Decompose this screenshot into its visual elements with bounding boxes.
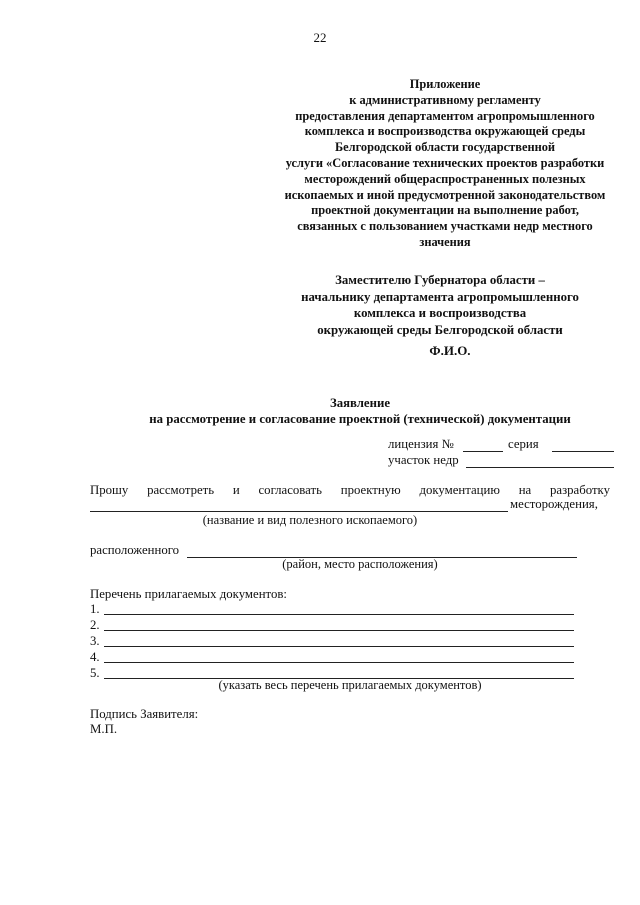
addressee-line: Заместителю Губернатора области –	[335, 273, 545, 287]
appendix-line: связанных с пользованием участками недр местного	[297, 219, 593, 234]
statement-title: Заявление	[329, 396, 391, 410]
deposit-word: месторождения,	[510, 497, 598, 511]
appendix-line: Приложение	[409, 77, 481, 91]
document-number: 1.	[90, 602, 100, 616]
subsoil-label: участок недр	[388, 453, 459, 467]
document-number: 2.	[90, 618, 100, 632]
document-field-1[interactable]	[104, 614, 574, 615]
appendix-line: месторождений общераспространенных полезных	[304, 171, 586, 186]
appendix-line: проектной документации на выполнение работ,	[311, 203, 579, 218]
page-number: 22	[313, 30, 327, 45]
appendix-line: Белгородской области государственной	[334, 140, 556, 155]
series-field[interactable]	[552, 451, 614, 452]
request-word: на	[518, 483, 532, 497]
request-word: и	[232, 483, 240, 497]
series-label: серия	[508, 437, 539, 451]
location-caption: (район, место расположения)	[282, 557, 438, 571]
addressee-fio: Ф.И.О.	[429, 343, 471, 358]
documents-caption: (указать весь перечень прилагаемых документов)	[218, 678, 482, 692]
document-field-4[interactable]	[104, 662, 574, 663]
document-field-3[interactable]	[104, 646, 574, 647]
addressee-line: начальнику департамента агропромышленного	[301, 289, 579, 304]
request-word: Прошу	[90, 483, 129, 497]
request-word: проектную	[340, 483, 401, 497]
appendix-line: комплекса и воспроизводства окружающей среды	[304, 124, 586, 139]
addressee-line: окружающей среды Белгородской области	[317, 322, 563, 337]
addressee-line: комплекса и воспроизводства	[353, 306, 527, 320]
appendix-line: предоставления департаментом агропромышленного	[295, 108, 595, 123]
statement-subtitle: на рассмотрение и согласование проектной (технической) документации	[149, 412, 571, 426]
statement-title-block	[100, 395, 620, 427]
request-word: согласовать	[258, 483, 322, 497]
license-label: лицензия №	[388, 437, 454, 451]
located-label: расположенного	[90, 543, 180, 557]
addressee-block	[230, 272, 640, 338]
request-word: документацию	[419, 483, 500, 497]
mineral-caption: (название и вид полезного ископаемого)	[202, 513, 418, 527]
mineral-name-field[interactable]	[90, 511, 508, 512]
appendix-header	[210, 77, 640, 251]
appendix-line: значения	[419, 234, 471, 249]
signature-label: Подпись Заявителя:	[90, 707, 199, 721]
document-number: 4.	[90, 650, 100, 664]
request-word: рассмотреть	[147, 483, 215, 497]
appendix-line: ископаемых и иной предусмотренной законодательством	[284, 187, 606, 202]
appendix-line: услуги «Согласование технических проектов разработки	[285, 155, 605, 170]
documents-heading: Перечень прилагаемых документов:	[90, 587, 287, 601]
stamp-label: М.П.	[90, 722, 118, 736]
request-sentence	[90, 483, 610, 498]
license-number-field[interactable]	[463, 451, 503, 452]
document-field-2[interactable]	[104, 630, 574, 631]
document-number: 3.	[90, 634, 100, 648]
appendix-line: к административному регламенту	[349, 92, 541, 107]
request-word: разработку	[550, 483, 610, 497]
subsoil-field[interactable]	[466, 467, 614, 468]
document-number: 5.	[90, 666, 100, 680]
